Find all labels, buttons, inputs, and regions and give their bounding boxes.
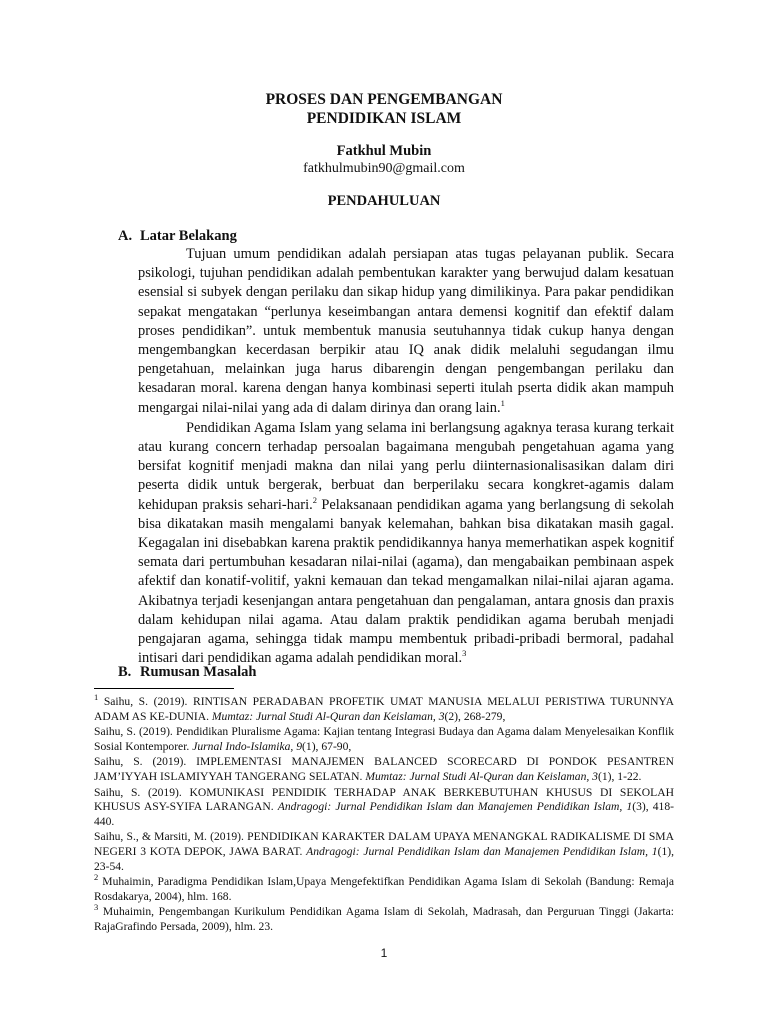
footnote-mark: 1 xyxy=(94,692,99,703)
footnote-source: Mumtaz: Jurnal Studi Al-Quran dan Keislaman, 3 xyxy=(211,709,445,723)
body-text xyxy=(138,245,674,668)
paragraph-1-text: Tujuan umum pendidikan adalah persiapan atas tugas pelayanan publik. Secara psikologi, tujuhan pendidikan adalah pembentukan karakter yang berwujud dalam kesatuan esensial si subyek dengan perilaku dan sikap hidup yang dimilikinya. Para pakar pendidikan sepakat mengatakan “perlunya keseimbangan antara demensi kognitif dan efektif dalam proses pendidikan”. untuk membentuk manusia seutuhannya tidak cukup hanya dengan mengembangkan kecerdasan berpikir atau IQ anak didik melaluhi segudangan ilmu pengetahuan, melainkan juga harus dibarengin dengan pengembangan perilaku dan kesadaran moral. karena dengan hanya kombinasi seperti itulah pserta didik akan mampuh mengargai nilai-nilai yang ada di dalam dirinya dan orang lain. xyxy=(138,246,674,416)
footnote-text: Saihu, S. (2019). IMPLEMENTASI MANAJEMEN BALANCED SCORECARD DI PONDOK PESANTREN JAM’IYYAH ISLAMIYYAH TANGERANG SELATAN. xyxy=(94,755,674,783)
footnote-entry xyxy=(94,786,674,830)
footnotes xyxy=(94,692,674,935)
subsection-title: Rumusan Masalah xyxy=(140,664,257,680)
subsection-label: B. xyxy=(118,664,132,680)
footnote-source: Andragogi: Jurnal Pendidikan Islam dan Manajemen Pendidikan Islam, 1 xyxy=(277,800,633,814)
footnote-text: Saihu, S. (2019). RINTISAN PERADABAN PROFETIK UMAT MANUSIA MELALUI PERISTIWA TURUNNYA ADAM AS KE-DUNIA. xyxy=(94,695,674,723)
paper-title-line-2: PENDIDIKAN ISLAM xyxy=(306,110,462,127)
footnote-tail: (1), 23-54. xyxy=(94,844,674,873)
footnote-mark: 2 xyxy=(94,872,99,883)
paragraph-2-text-a: Pendidikan Agama Islam yang selama ini berlangsung agaknya terasa kurang terkait atau kurang concern terhadap persoalan bagaimana mengubah pengetahuan agama yang bersifat kognitif menjadi makna dan nilai yang perlu diinternasionalisasikan dalam diri peserta didik untuk bergerak, berbuat dan berperilaku secara kongkret-agamis dalam kehidupan praksis sehari-hari. xyxy=(138,419,674,513)
footnote-entry xyxy=(94,830,674,874)
subsection-heading-a xyxy=(118,228,237,245)
author-name: Fatkhul Mubin xyxy=(336,143,432,159)
footnote-tail: (2), 268-279, xyxy=(444,709,506,723)
footnote-ref-3[interactable]: 3 xyxy=(462,648,467,659)
footnote-tail: (3), 418-440. xyxy=(94,800,674,828)
section-title: PENDAHULUAN xyxy=(327,193,441,209)
footnote-text: Saihu, S. (2019). KOMUNIKASI PENDIDIK TERHADAP ANAK BERKEBUTUHAN KHUSUS DI SEKOLAH KHUSUS ASY-SYIFA LARANGAN. xyxy=(94,785,674,814)
footnote-ref-1[interactable]: 1 xyxy=(500,397,505,408)
page-number: 1 xyxy=(380,946,388,960)
paragraph-1 xyxy=(138,245,674,418)
footnote-source: Andragogi: Jurnal Pendidikan Islam dan Manajemen Pendidikan Islam, 1 xyxy=(306,844,658,858)
footnote-entry xyxy=(94,692,674,724)
footnote-ref-2[interactable]: 2 xyxy=(312,494,317,505)
footnote-entry xyxy=(94,872,674,904)
footnote-entry xyxy=(94,902,674,934)
paper-title-line-1: PROSES DAN PENGEMBANGAN xyxy=(265,91,503,108)
footnote-text: Saihu, S., & Marsiti, M. (2019). PENDIDIKAN KARAKTER DALAM UPAYA MENANGKAL RADIKALISME DI SMA NEGERI 3 KOTA DEPOK, JAWA BARAT. xyxy=(94,830,674,858)
subsection-label: A. xyxy=(118,228,133,244)
footnote-separator xyxy=(94,688,234,689)
footnote-mark: 3 xyxy=(94,902,99,913)
subsection-title: Latar Belakang xyxy=(140,228,237,244)
footnote-tail: (1), 1-22. xyxy=(597,769,642,783)
subsection-heading-b xyxy=(118,664,256,681)
footnote-entry xyxy=(94,755,674,784)
paragraph-2 xyxy=(138,419,674,669)
paragraph-2-text-b: Pelaksanaan pendidikan agama yang berlangsung di sekolah bisa dikatakan masih mengalami banyak kelemahan, bahkan bisa dikatakan masih gagal. Kegagalan ini disebabkan karena praktik pendidikannya hanya memerhatikan aspek kognitif semata dari pertumbuhan kesadaran nilai-nilai (agama), dan mengabaikan pembinaan aspek afektif dan konatif-volitif, yakni kemauan dan tekad mengamalkan nilai-nilai ajaran agama. Akibatnya terjadi kesenjangan antara pengetahuan dan pengalaman, antara gnosis dan praxis dalam kehidupan nilai agama. Atau dalam praktik pendidikan agama berubah menjadi pengajaran agama, sehingga tidak mampu membentuk pribadi-pribadi bermoral, padahal intisari dari pendidikan agama adalah pendidikan moral. xyxy=(138,496,674,667)
footnote-text: Saihu, S. (2019). Pendidikan Pluralisme Agama: Kajian tentang Integrasi Budaya dan Agama dalam Menyelesaikan Konflik Sosial Kontemporer. xyxy=(94,725,674,753)
footnote-source: Jurnal Indo-Islamika, 9 xyxy=(192,739,303,753)
footnote-text: Muhaimin, Paradigma Pendidikan Islam,Upaya Mengefektifkan Pendidikan Agama Islam di Sekolah (Bandung: Remaja Rosdakarya, 2004), hlm. 168. xyxy=(94,875,674,903)
footnote-source: Mumtaz: Jurnal Studi Al-Quran dan Keislaman, 3 xyxy=(365,769,598,783)
footnote-entry xyxy=(94,725,674,754)
author-email: fatkhulmubin90@gmail.com xyxy=(303,161,465,176)
footnote-tail: (1), 67-90, xyxy=(302,739,352,753)
footnote-text: Muhaimin, Pengembangan Kurikulum Pendidikan Agama Islam di Sekolah, Madrasah, dan Perguruan Tinggi (Jakarta: RajaGrafindo Persada, 2009), hlm. 23. xyxy=(94,905,674,933)
